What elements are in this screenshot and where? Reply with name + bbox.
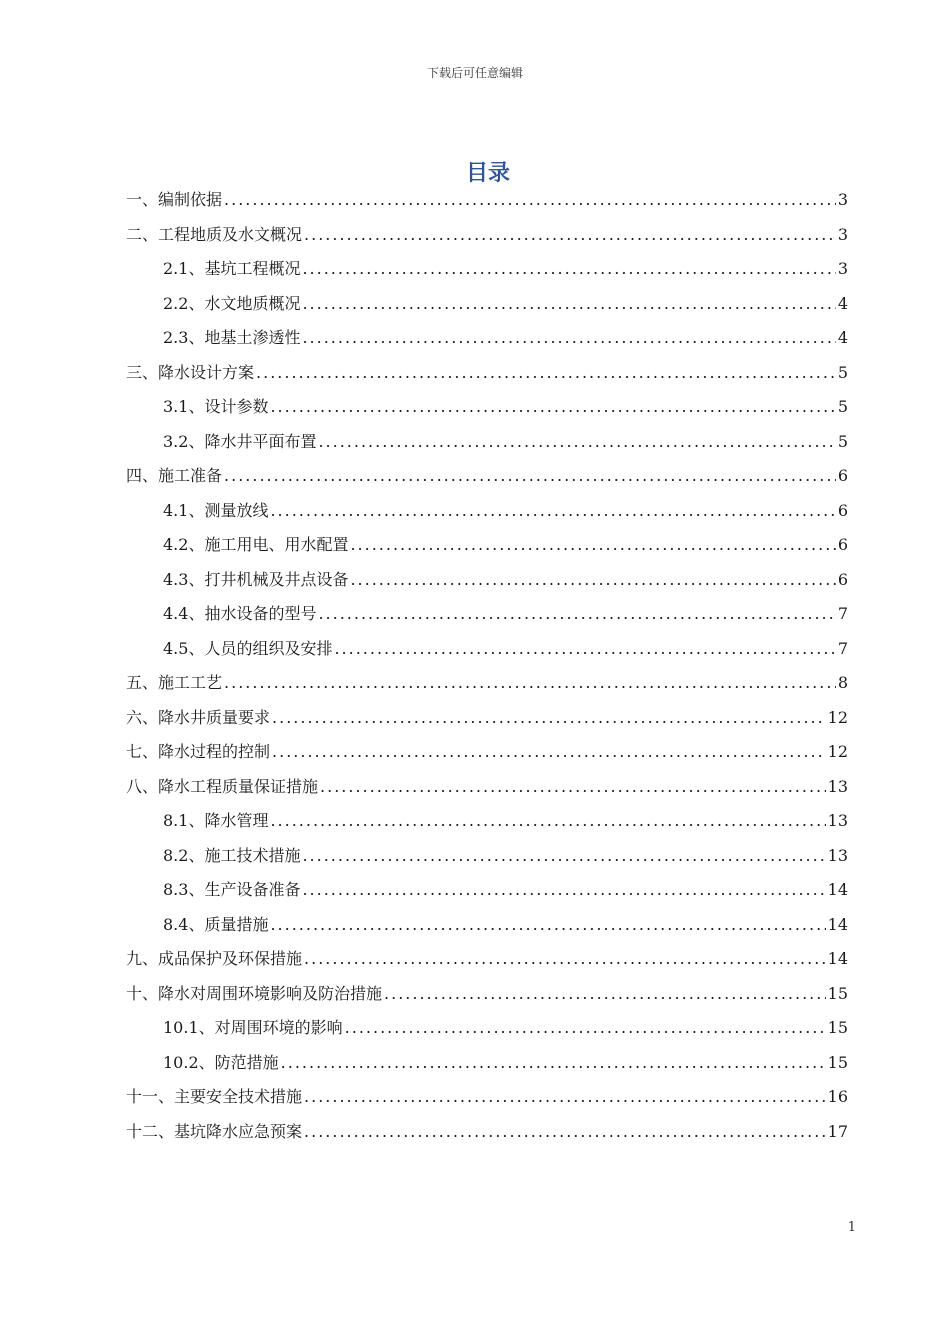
toc-entry-page-number: 8 bbox=[837, 673, 848, 692]
toc-entry-label: 8.1、降水管理 bbox=[163, 811, 269, 830]
toc-entry[interactable] bbox=[126, 770, 848, 805]
toc-entry-label: 2.3、地基土渗透性 bbox=[163, 328, 301, 347]
page-number: 1 bbox=[847, 1220, 856, 1235]
toc-entry[interactable] bbox=[126, 183, 848, 218]
toc-entry-label: 3.1、设计参数 bbox=[163, 397, 269, 416]
toc-entry[interactable] bbox=[126, 597, 848, 632]
toc-entry[interactable] bbox=[126, 528, 848, 563]
toc-entry[interactable] bbox=[126, 942, 848, 977]
toc-dot-leader bbox=[345, 1011, 826, 1046]
toc-entry-page-number: 4 bbox=[837, 293, 848, 313]
toc-entry-page-number: 5 bbox=[837, 431, 848, 451]
toc-entry[interactable] bbox=[126, 1115, 848, 1150]
toc-entry[interactable] bbox=[126, 1011, 848, 1046]
toc-dot-leader bbox=[256, 356, 836, 391]
toc-entry[interactable] bbox=[126, 356, 848, 391]
toc-dot-leader bbox=[224, 666, 836, 701]
toc-dot-leader bbox=[272, 701, 826, 736]
toc-entry-page-number: 5 bbox=[837, 362, 848, 382]
toc-entry-label: 六、降水井质量要求 bbox=[126, 707, 271, 727]
toc-dot-leader bbox=[270, 494, 835, 529]
toc-dot-leader bbox=[270, 390, 835, 425]
toc-entry-page-number: 15 bbox=[827, 1018, 848, 1037]
toc-entry-page-number: 17 bbox=[827, 1121, 848, 1141]
toc-entry-label: 五、施工工艺 bbox=[126, 673, 223, 692]
toc-entry-label: 4.2、施工用电、用水配置 bbox=[163, 535, 349, 554]
toc-entry[interactable] bbox=[126, 804, 848, 839]
toc-entry[interactable] bbox=[126, 1046, 848, 1081]
toc-entry-label: 8.3、生产设备准备 bbox=[163, 880, 301, 899]
toc-entry-label: 三、降水设计方案 bbox=[126, 362, 255, 382]
toc-entry-label: 九、成品保护及环保措施 bbox=[126, 949, 303, 968]
toc-entry-label: 4.5、人员的组织及安排 bbox=[163, 638, 333, 658]
toc-entry-page-number: 7 bbox=[837, 604, 848, 623]
toc-dot-leader bbox=[302, 873, 825, 908]
toc-entry-page-number: 5 bbox=[837, 397, 848, 416]
toc-entry-label: 四、施工准备 bbox=[126, 466, 223, 485]
toc-dot-leader bbox=[304, 942, 826, 977]
toc-entry-page-number: 14 bbox=[827, 914, 848, 934]
toc-entry-label: 2.1、基坑工程概况 bbox=[163, 259, 301, 278]
toc-entry-page-number: 13 bbox=[827, 811, 848, 830]
toc-dot-leader bbox=[318, 597, 835, 632]
toc-entry-label: 8.2、施工技术措施 bbox=[163, 845, 301, 865]
toc-dot-leader bbox=[224, 183, 836, 218]
toc-entry-label: 10.1、对周围环境的影响 bbox=[163, 1018, 343, 1037]
toc-entry[interactable] bbox=[126, 873, 848, 908]
toc-entry-page-number: 3 bbox=[837, 224, 848, 244]
toc-entry-page-number: 14 bbox=[827, 949, 848, 968]
toc-entry-page-number: 14 bbox=[827, 880, 848, 899]
toc-entry-page-number: 6 bbox=[837, 535, 848, 554]
toc-entry-page-number: 13 bbox=[827, 845, 848, 865]
toc-entry-label: 七、降水过程的控制 bbox=[126, 742, 271, 761]
toc-entry[interactable] bbox=[126, 632, 848, 667]
toc-dot-leader bbox=[302, 321, 835, 356]
toc-entry[interactable] bbox=[126, 839, 848, 874]
toc-entry-label: 10.2、防范措施 bbox=[163, 1052, 279, 1072]
toc-entry[interactable] bbox=[126, 563, 848, 598]
toc-entry-page-number: 15 bbox=[827, 983, 848, 1003]
toc-dot-leader bbox=[334, 632, 835, 667]
toc-entry-label: 8.4、质量措施 bbox=[163, 914, 269, 934]
toc-entry[interactable] bbox=[126, 701, 848, 736]
toc-entry-label: 十、降水对周围环境影响及防治措施 bbox=[126, 983, 383, 1003]
toc-entry[interactable] bbox=[126, 425, 848, 460]
toc-dot-leader bbox=[270, 804, 825, 839]
toc-dot-leader bbox=[304, 1080, 826, 1115]
toc-entry[interactable] bbox=[126, 977, 848, 1012]
toc-entry-label: 2.2、水文地质概况 bbox=[163, 293, 301, 313]
toc-entry-page-number: 7 bbox=[837, 638, 848, 658]
table-of-contents bbox=[126, 183, 848, 1149]
toc-dot-leader bbox=[304, 218, 836, 253]
toc-dot-leader bbox=[384, 977, 826, 1012]
toc-entry-label: 4.4、抽水设备的型号 bbox=[163, 604, 317, 623]
toc-entry-page-number: 4 bbox=[837, 328, 848, 347]
toc-entry[interactable] bbox=[126, 390, 848, 425]
toc-entry[interactable] bbox=[126, 287, 848, 322]
toc-entry[interactable] bbox=[126, 666, 848, 701]
toc-dot-leader bbox=[350, 563, 835, 598]
toc-entry-page-number: 12 bbox=[827, 707, 848, 727]
toc-dot-leader bbox=[270, 908, 825, 943]
toc-entry[interactable] bbox=[126, 1080, 848, 1115]
toc-entry-label: 二、工程地质及水文概况 bbox=[126, 224, 303, 244]
toc-dot-leader bbox=[224, 459, 836, 494]
page-header: 下载后可任意编辑 bbox=[426, 66, 523, 80]
toc-dot-leader bbox=[304, 1115, 826, 1150]
toc-entry-page-number: 3 bbox=[837, 190, 848, 209]
toc-entry[interactable] bbox=[126, 321, 848, 356]
toc-entry[interactable] bbox=[126, 459, 848, 494]
toc-dot-leader bbox=[281, 1046, 826, 1081]
toc-entry-page-number: 6 bbox=[837, 500, 848, 520]
toc-entry-page-number: 16 bbox=[827, 1087, 848, 1106]
toc-entry[interactable] bbox=[126, 908, 848, 943]
toc-entry-label: 一、编制依据 bbox=[126, 190, 223, 209]
toc-entry[interactable] bbox=[126, 494, 848, 529]
toc-dot-leader bbox=[302, 252, 835, 287]
toc-entry[interactable] bbox=[126, 218, 848, 253]
toc-entry-label: 4.1、测量放线 bbox=[163, 500, 269, 520]
toc-entry-page-number: 6 bbox=[837, 569, 848, 589]
toc-entry-label: 4.3、打井机械及井点设备 bbox=[163, 569, 349, 589]
toc-dot-leader bbox=[320, 770, 826, 805]
toc-entry-label: 3.2、降水井平面布置 bbox=[163, 431, 317, 451]
toc-entry[interactable] bbox=[126, 735, 848, 770]
toc-dot-leader bbox=[302, 839, 825, 874]
toc-entry-label: 十二、基坑降水应急预案 bbox=[126, 1121, 303, 1141]
toc-entry-page-number: 3 bbox=[837, 259, 848, 278]
page-title: 目录 bbox=[465, 160, 510, 186]
toc-entry-label: 十一、主要安全技术措施 bbox=[126, 1087, 303, 1106]
toc-dot-leader bbox=[350, 528, 835, 563]
toc-entry-page-number: 13 bbox=[827, 776, 848, 796]
toc-dot-leader bbox=[318, 425, 835, 460]
toc-entry-page-number: 15 bbox=[827, 1052, 848, 1072]
toc-entry-label: 八、降水工程质量保证措施 bbox=[126, 776, 319, 796]
toc-entry[interactable] bbox=[126, 252, 848, 287]
toc-entry-page-number: 6 bbox=[837, 466, 848, 485]
toc-entry-page-number: 12 bbox=[827, 742, 848, 761]
toc-dot-leader bbox=[302, 287, 835, 322]
toc-dot-leader bbox=[272, 735, 826, 770]
